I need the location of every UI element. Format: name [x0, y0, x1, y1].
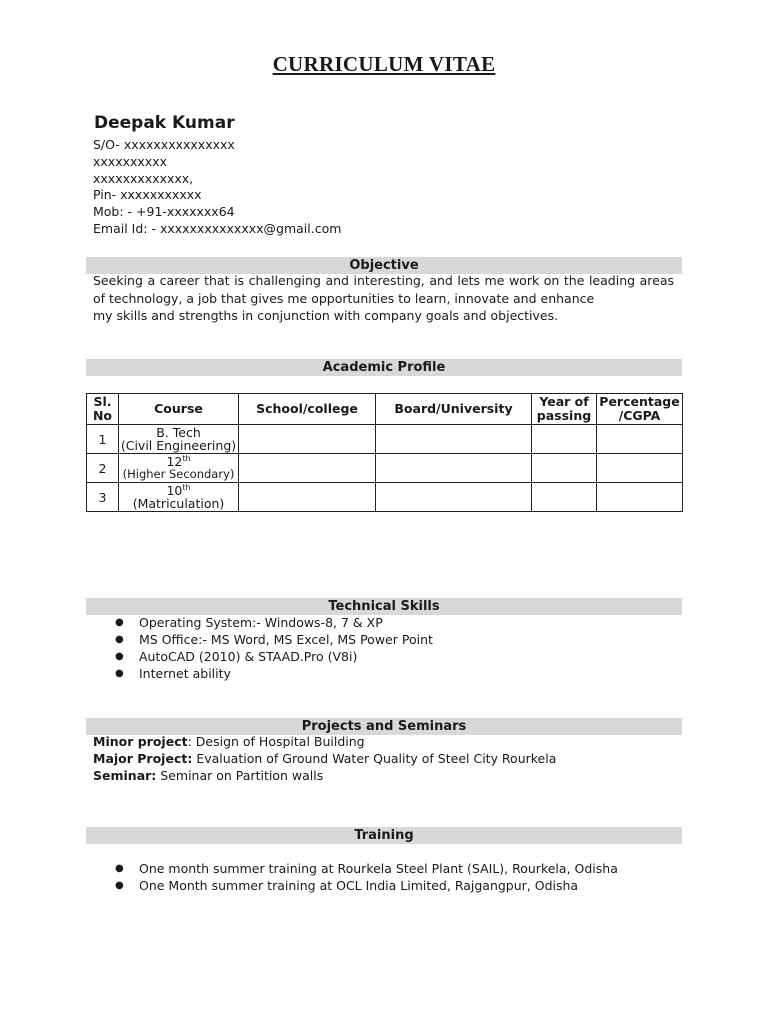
technical-skills-heading: Technical Skills: [86, 598, 682, 615]
sl-header-line-1: Sl.: [93, 394, 112, 409]
cell-course: [119, 454, 239, 483]
contact-line-mobile: Mob: - +91-xxxxxxx64: [93, 204, 235, 220]
projects-block: [93, 734, 556, 784]
list-item: [93, 860, 618, 877]
cell-year: [532, 425, 597, 454]
list-item: [93, 877, 618, 894]
project-seminar: [93, 768, 556, 785]
contact-line-address-1: xxxxxxxxxx: [93, 153, 167, 169]
column-header-board: Board/University: [376, 394, 532, 425]
project-label: Major Project:: [93, 750, 193, 766]
course-main-sup: th: [182, 453, 191, 463]
cell-sl-no: 1: [87, 425, 119, 454]
cell-school: [239, 425, 376, 454]
skill-text: Internet ability: [139, 666, 231, 681]
project-minor: [93, 734, 556, 751]
contact-line-email: Email Id: - xxxxxxxxxxxxxx@gmail.com: [93, 220, 342, 236]
column-header-year: [532, 394, 597, 425]
cell-school: [239, 483, 376, 512]
table-row: [87, 454, 683, 483]
skill-text: Operating System:- Windows-8, 7 & XP: [139, 615, 383, 630]
column-header-percentage: [597, 394, 683, 425]
project-label: Minor project: [93, 734, 188, 749]
cell-percentage: [597, 454, 683, 483]
table-header-row: [87, 394, 683, 425]
objective-text-last: my skills and strengths in conjunction with company goals and objectives.: [93, 308, 559, 323]
course-sub: (Civil Engineering): [120, 438, 237, 453]
bullet-icon: ●: [115, 668, 124, 679]
projects-heading: Projects and Seminars: [86, 718, 682, 735]
contact-block: [93, 137, 341, 238]
cell-sl-no: 3: [87, 483, 119, 512]
course-main-sup: th: [182, 482, 191, 492]
list-item: [93, 648, 433, 665]
skill-text: AutoCAD (2010) & STAAD.Pro (V8i): [139, 649, 358, 664]
list-item: [93, 665, 433, 682]
project-value: Design of Hospital Building: [195, 734, 365, 749]
cell-board: [376, 483, 532, 512]
technical-skills-list: [93, 614, 433, 682]
cell-board: [376, 454, 532, 483]
course-main-text: B. Tech: [156, 425, 201, 440]
list-item: [93, 631, 433, 648]
course-main-text: 12: [166, 454, 183, 469]
contact-line-address-2: xxxxxxxxxxxxx,: [93, 170, 194, 186]
training-text: One month summer training at Rourkela Steel Plant (SAIL), Rourkela, Odisha: [139, 861, 618, 876]
course-sub: (Higher Secondary): [122, 467, 235, 481]
skill-text: MS Office:- MS Word, MS Excel, MS Power Point: [139, 632, 433, 647]
objective-heading: Objective: [86, 257, 682, 274]
bullet-icon: ●: [115, 880, 124, 891]
contact-line-parent: S/O- xxxxxxxxxxxxxxx: [93, 137, 235, 152]
academic-profile-heading: Academic Profile: [86, 359, 682, 376]
cell-year: [532, 483, 597, 512]
objective-text-main: Seeking a career that is challenging and interesting, and lets me work on the leading areas of technology, a job that gives me opportunities to learn, innovate and enhance: [93, 273, 674, 306]
cell-board: [376, 425, 532, 454]
table-row: [87, 483, 683, 512]
project-major: [93, 751, 556, 768]
sl-header-line-2: No: [92, 408, 113, 423]
column-header-sl-no: [87, 394, 119, 425]
project-separator: :: [187, 734, 196, 749]
document-title: CURRICULUM VITAE: [272, 52, 496, 76]
course-sub: (Matriculation): [132, 496, 225, 511]
contact-line-pin: Pin- xxxxxxxxxxx: [93, 187, 202, 203]
bullet-icon: ●: [115, 634, 124, 645]
cell-percentage: [597, 425, 683, 454]
academic-table: [86, 393, 683, 512]
project-value: Seminar on Partition walls: [160, 767, 324, 783]
training-text: One Month summer training at OCL India Limited, Rajgangpur, Odisha: [139, 878, 579, 893]
course-main-text: 10: [166, 483, 183, 498]
project-value: Evaluation of Ground Water Quality of Steel City Rourkela: [196, 750, 557, 766]
cell-course: [119, 425, 239, 454]
training-heading: Training: [86, 827, 682, 844]
cell-school: [239, 454, 376, 483]
bullet-icon: ●: [115, 617, 124, 628]
training-list: [93, 860, 618, 894]
year-header-line-2: passing: [536, 408, 592, 423]
table-row: [87, 425, 683, 454]
year-header-line-1: Year of: [539, 394, 589, 409]
bullet-icon: ●: [115, 863, 124, 874]
candidate-name: Deepak Kumar: [94, 113, 235, 133]
cell-sl-no: 2: [87, 454, 119, 483]
cell-course: [119, 483, 239, 512]
objective-text: [93, 272, 674, 325]
cell-year: [532, 454, 597, 483]
column-header-course: Course: [119, 394, 239, 425]
percentage-header-line-2: /CGPA: [618, 408, 661, 423]
list-item: [93, 614, 433, 631]
bullet-icon: ●: [115, 651, 124, 662]
column-header-school: School/college: [239, 394, 376, 425]
percentage-header-line-1: Percentage: [599, 394, 680, 409]
project-label: Seminar:: [93, 767, 157, 783]
cell-percentage: [597, 483, 683, 512]
